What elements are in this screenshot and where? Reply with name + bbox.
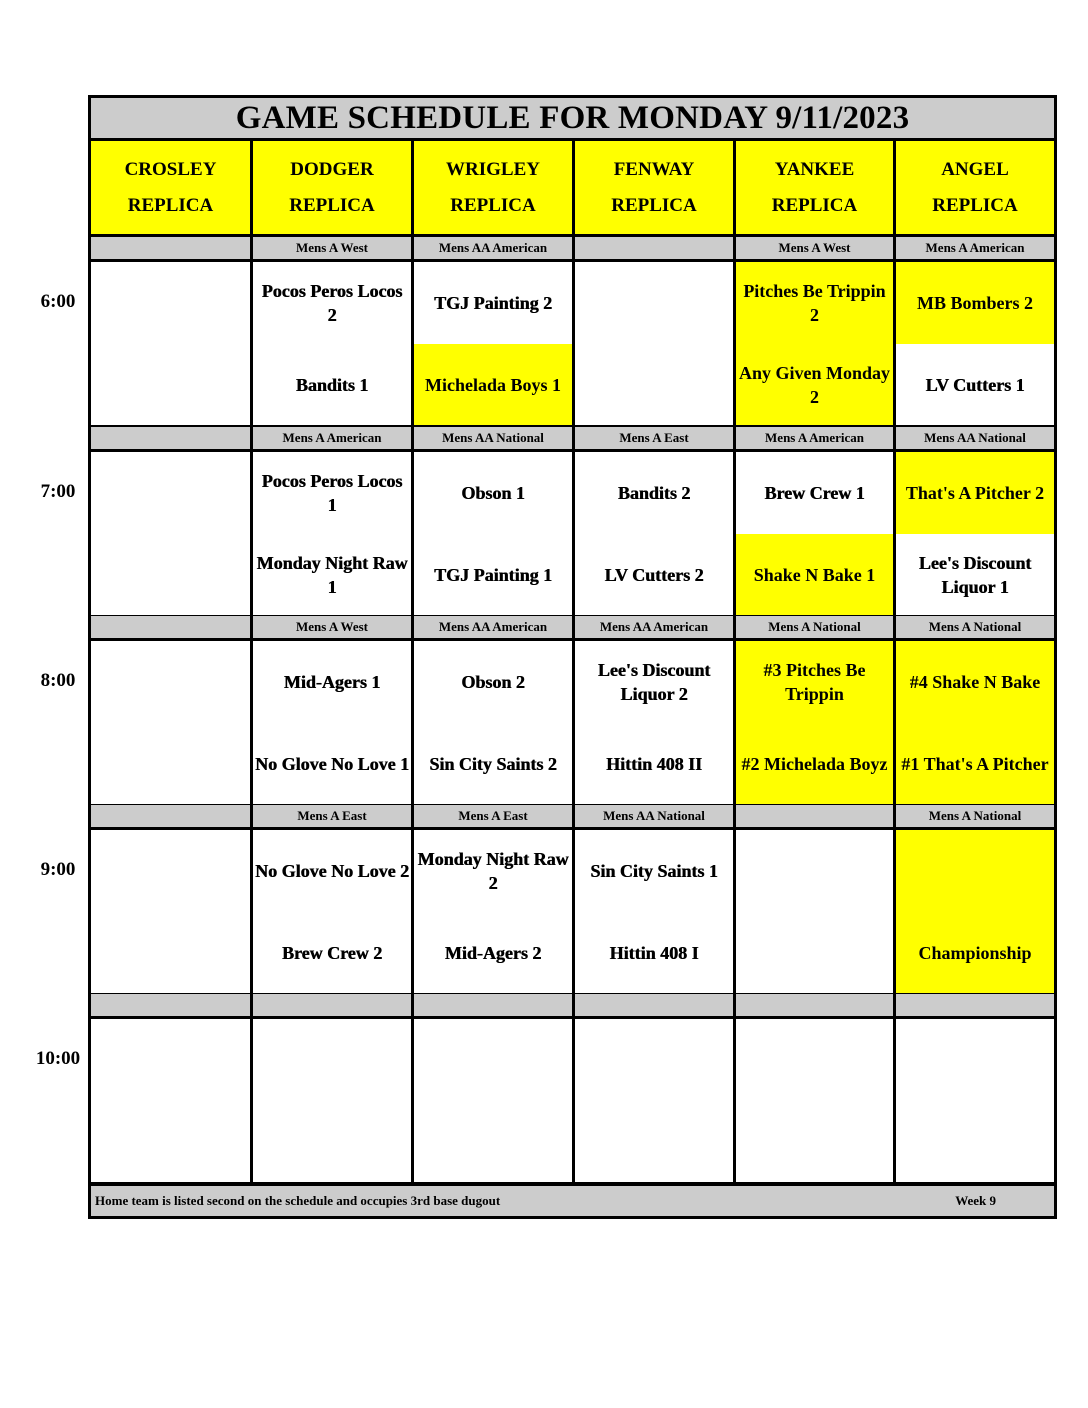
- home-team-cell: [91, 912, 250, 993]
- division-label: [414, 994, 572, 1016]
- away-team: TGJ Painting 2: [433, 293, 553, 313]
- home-team-cell: [896, 1101, 1054, 1182]
- home-team: #2 Michelada Boyz: [741, 753, 888, 774]
- home-team: Championship: [918, 942, 1032, 963]
- home-team-cell: [896, 723, 1054, 804]
- field-type: REPLICA: [450, 194, 536, 216]
- away-team-cell: [736, 452, 893, 534]
- division-label: [91, 805, 250, 827]
- home-team-cell: [896, 534, 1054, 615]
- home-team: Lee's Discount Liquor 1: [918, 552, 1032, 597]
- away-team: Pocos Peros Locos 2: [261, 281, 403, 325]
- division-label: Mens A American: [736, 427, 893, 449]
- away-team-cell: [253, 1019, 411, 1101]
- home-team-cell: [575, 723, 733, 804]
- away-team-cell: [414, 830, 572, 912]
- home-team-cell: [575, 534, 733, 615]
- field-header-yankee: [736, 141, 893, 234]
- home-team: Mid-Agers 2: [444, 942, 542, 963]
- home-team: #1 That's A Pitcher: [901, 753, 1049, 774]
- home-team-cell: [575, 912, 733, 993]
- division-label: Mens AA American: [414, 237, 572, 259]
- away-team-cell: [91, 641, 250, 723]
- division-label: Mens A East: [414, 805, 572, 827]
- division-label: [896, 994, 1054, 1016]
- division-label: [91, 237, 250, 259]
- away-team-cell: [575, 1019, 733, 1101]
- home-team: LV Cutters 2: [604, 564, 704, 585]
- away-team-cell: [575, 452, 733, 534]
- field-name: FENWAY: [613, 158, 695, 180]
- division-label: Mens AA National: [896, 427, 1054, 449]
- field-type: REPLICA: [771, 194, 858, 216]
- field-type: REPLICA: [127, 194, 214, 216]
- division-label: [253, 994, 411, 1016]
- away-team: #3 Pitches Be Trippin: [763, 660, 866, 704]
- away-team-cell: [91, 452, 250, 534]
- home-team: TGJ Painting 1: [433, 564, 553, 585]
- division-label: Mens A East: [253, 805, 411, 827]
- division-label: [575, 994, 733, 1016]
- time-label: 10:00: [35, 1048, 81, 1069]
- field-name: WRIGLEY: [446, 158, 540, 180]
- division-label: Mens AA American: [414, 616, 572, 638]
- division-label: [91, 994, 250, 1016]
- division-label: [575, 237, 733, 259]
- home-team-cell: [253, 534, 411, 615]
- home-team-cell: [253, 723, 411, 804]
- home-team-cell: [91, 723, 250, 804]
- away-team: Obson 1: [461, 483, 525, 503]
- away-team-cell: [91, 262, 250, 344]
- field-name: DODGER: [290, 158, 374, 180]
- page-title: GAME SCHEDULE FOR MONDAY 9/11/2023: [91, 98, 1054, 138]
- home-team: Hittin 408 I: [609, 942, 699, 963]
- home-team-cell: [575, 1101, 733, 1182]
- home-team: Hittin 408 II: [605, 753, 702, 774]
- field-name: ANGEL: [941, 158, 1009, 180]
- home-team-cell: [575, 344, 733, 425]
- footer: [91, 1186, 1054, 1216]
- field-header-fenway: [575, 141, 733, 234]
- time-label: 7:00: [40, 481, 76, 502]
- away-team-cell: [414, 452, 572, 534]
- home-team: Any Given Monday 2: [738, 362, 891, 407]
- away-team: That's A Pitcher 2: [905, 483, 1045, 503]
- away-team-cell: [896, 641, 1054, 723]
- away-team: Pitches Be Trippin 2: [743, 281, 886, 325]
- away-team-cell: [575, 262, 733, 344]
- home-team-cell: [91, 344, 250, 425]
- away-team: Mid-Agers 1: [283, 672, 381, 692]
- division-label: Mens A West: [253, 237, 411, 259]
- away-team-cell: [736, 830, 893, 912]
- time-label: 6:00: [40, 291, 76, 312]
- home-team: Shake N Bake 1: [753, 564, 876, 585]
- away-team: Brew Crew 1: [764, 483, 865, 503]
- home-team-cell: [736, 723, 893, 804]
- field-header-angel: [896, 141, 1054, 234]
- home-team-cell: [896, 344, 1054, 425]
- division-label: Mens A West: [253, 616, 411, 638]
- home-team-cell: [414, 912, 572, 993]
- home-team: Bandits 1: [295, 374, 369, 395]
- away-team-cell: [736, 1019, 893, 1101]
- home-team-cell: [253, 344, 411, 425]
- division-label: Mens A National: [896, 616, 1054, 638]
- away-team: Monday Night Raw 2: [417, 849, 569, 893]
- field-name: CROSLEY: [124, 158, 217, 180]
- away-team-cell: [575, 830, 733, 912]
- away-team-cell: [91, 1019, 250, 1101]
- division-label: [736, 994, 893, 1016]
- division-label: Mens AA National: [414, 427, 572, 449]
- home-team: Monday Night Raw 1: [256, 552, 408, 597]
- home-team-cell: [414, 344, 572, 425]
- away-team-cell: [253, 641, 411, 723]
- away-team-cell: [575, 641, 733, 723]
- home-team-cell: [736, 344, 893, 425]
- home-team-cell: [736, 534, 893, 615]
- home-team-cell: [896, 912, 1054, 993]
- away-team-cell: [414, 262, 572, 344]
- time-label: 9:00: [40, 859, 76, 880]
- home-team-cell: [414, 1101, 572, 1182]
- away-team-cell: [91, 830, 250, 912]
- away-team-cell: [896, 830, 1054, 912]
- division-label: [736, 805, 893, 827]
- away-team-cell: [414, 641, 572, 723]
- away-team-cell: [253, 262, 411, 344]
- home-team: No Glove No Love 1: [255, 753, 409, 774]
- away-team-cell: [414, 1019, 572, 1101]
- field-type: REPLICA: [932, 194, 1018, 216]
- away-team: Lee's Discount Liquor 2: [597, 660, 711, 704]
- footer-note: Home team is listed second on the schedule and occupies 3rd base dugout: [95, 1193, 501, 1208]
- home-team: Michelada Boys 1: [424, 374, 561, 395]
- away-team-cell: [896, 1019, 1054, 1101]
- home-team-cell: [414, 723, 572, 804]
- away-team: MB Bombers 2: [917, 293, 1033, 313]
- division-label: Mens A National: [736, 616, 893, 638]
- field-header-dodger: [253, 141, 411, 234]
- away-team-cell: [253, 452, 411, 534]
- division-label: Mens A American: [253, 427, 411, 449]
- division-label: Mens A West: [736, 237, 893, 259]
- away-team-cell: [736, 641, 893, 723]
- division-label: Mens A East: [575, 427, 733, 449]
- home-team-cell: [91, 534, 250, 615]
- away-team: Sin City Saints 1: [590, 861, 718, 881]
- field-header-wrigley: [414, 141, 572, 234]
- home-team-cell: [253, 1101, 411, 1182]
- home-team-cell: [91, 1101, 250, 1182]
- home-team-cell: [736, 912, 893, 993]
- division-label: Mens A American: [896, 237, 1054, 259]
- away-team-cell: [896, 452, 1054, 534]
- week-label: Week 9: [955, 1193, 996, 1208]
- division-label: Mens AA American: [575, 616, 733, 638]
- time-label: 8:00: [40, 670, 76, 691]
- away-team: Obson 2: [461, 672, 525, 692]
- division-label: [91, 427, 250, 449]
- field-header-crosley: [91, 141, 250, 234]
- away-team-cell: [896, 262, 1054, 344]
- away-team: Pocos Peros Locos 1: [261, 471, 403, 515]
- home-team: Brew Crew 2: [281, 942, 383, 963]
- home-team-cell: [414, 534, 572, 615]
- home-team-cell: [736, 1101, 893, 1182]
- division-label: Mens AA National: [575, 805, 733, 827]
- away-team: No Glove No Love 2: [255, 861, 409, 881]
- field-type: REPLICA: [289, 194, 375, 216]
- home-team: Sin City Saints 2: [429, 753, 557, 774]
- division-label: Mens A National: [896, 805, 1054, 827]
- away-team: #4 Shake N Bake: [909, 672, 1041, 692]
- away-team-cell: [736, 262, 893, 344]
- home-team-cell: [253, 912, 411, 993]
- field-name: YANKEE: [774, 158, 855, 180]
- division-label: [91, 616, 250, 638]
- away-team-cell: [253, 830, 411, 912]
- home-team: LV Cutters 1: [925, 374, 1025, 395]
- away-team: Bandits 2: [617, 483, 691, 503]
- field-type: REPLICA: [611, 194, 697, 216]
